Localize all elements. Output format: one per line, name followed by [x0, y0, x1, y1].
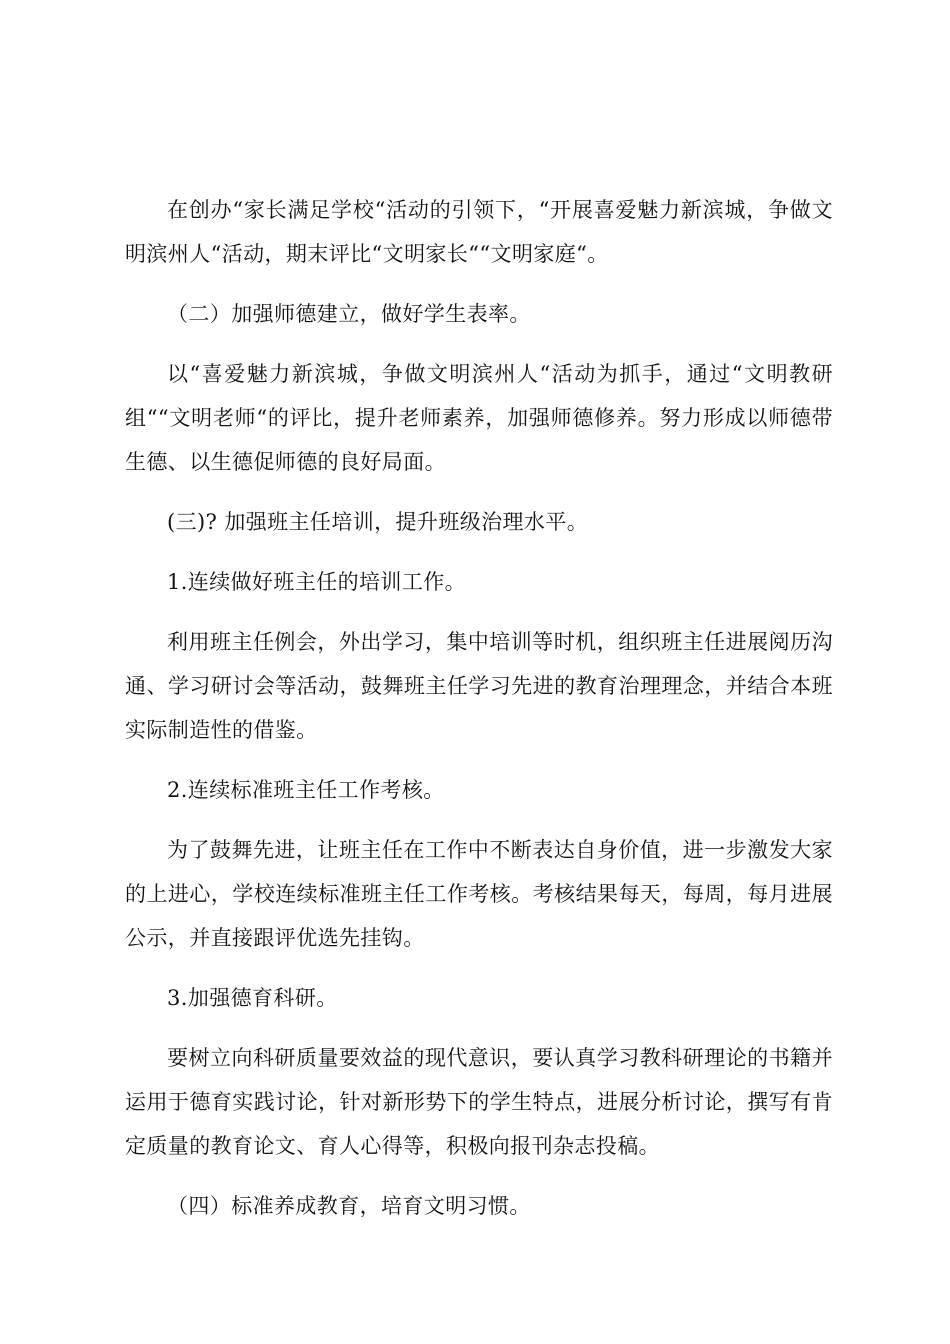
paragraph-assessment: 为了鼓舞先进，让班主任在工作中不断表达自身价值，进一步激发大家的上进心，学校连续标准班主任工作考核。考核结果每天，每周，每月进展公示，并直接跟评优选先挂钩。	[125, 838, 833, 950]
subheading-training: 1.连续做好班主任的培训工作。	[167, 570, 467, 594]
heading-section-4: （四）标准养成教育，培育文明习惯。	[167, 1194, 531, 1218]
paragraph-intro: 在创办“家长满足学校“活动的引领下，“开展喜爱魅力新滨城，争做文明滨州人“活动，期末评比“文明家长““文明家庭“。	[125, 198, 833, 266]
paragraph-research: 要树立向科研质量要效益的现代意识，要认真学习教科研理论的书籍并运用于德育实践讨论，针对新形势下的学生特点，进展分析讨论，撰写有肯定质量的教育论文、育人心得等，积极向报刊杂志投稿。	[125, 1046, 833, 1158]
heading-section-3: (三)? 加强班主任培训，提升班级治理水平。	[167, 510, 589, 534]
subheading-assessment: 2.连续标准班主任工作考核。	[167, 778, 445, 802]
heading-section-2: （二）加强师德建立，做好学生表率。	[167, 302, 531, 326]
document-body	[125, 188, 833, 1244]
paragraph-training: 利用班主任例会，外出学习，集中培训等时机，组织班主任进展阅历沟通、学习研讨会等活动，鼓舞班主任学习先进的教育治理理念，并结合本班实际制造性的借鉴。	[125, 630, 833, 742]
paragraph-teacher-ethics: 以“喜爱魅力新滨城，争做文明滨州人“活动为抓手，通过“文明教研组““文明老师“的评比，提升老师素养，加强师德修养。努力形成以师德带生德、以生德促师德的良好局面。	[125, 362, 833, 474]
subheading-research: 3.加强德育科研。	[167, 986, 338, 1010]
